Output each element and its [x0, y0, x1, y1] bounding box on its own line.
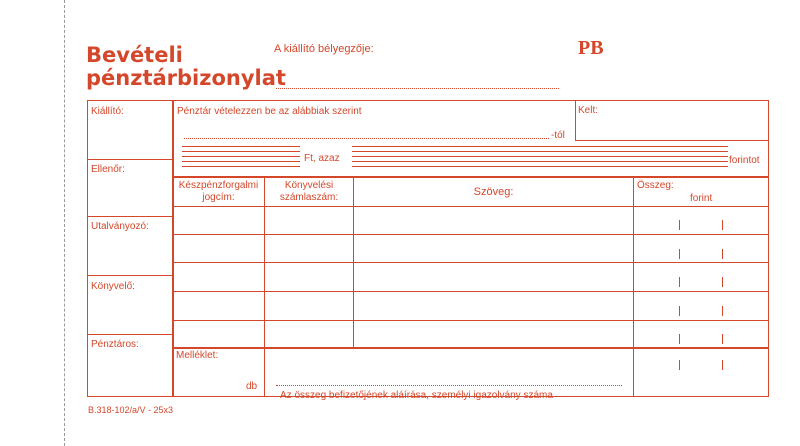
signature-caption: Az összeg befizetőjének aláírása, személyi igazolvány száma — [280, 390, 553, 401]
cashier-label: Pénztáros: — [91, 339, 139, 350]
words-line-1 — [352, 146, 728, 147]
stamp-dotted-line — [276, 88, 559, 89]
issuer-label: Kiállító: — [91, 106, 124, 117]
form-title-line1: Bevételi — [86, 43, 183, 67]
amount-line-3 — [182, 156, 300, 157]
amount-line-1 — [182, 146, 300, 147]
attachment-label: Melléklet: — [176, 350, 219, 361]
amount-line-4 — [182, 161, 300, 162]
table-header-bottom — [172, 206, 769, 207]
row-rule-5 — [172, 347, 769, 349]
amount-tick — [679, 306, 680, 316]
form-code: B.318-102/a/V - 25x3 — [88, 405, 174, 415]
form-title-line2: pénztárbizonylat — [86, 66, 286, 90]
words-line-5 — [352, 166, 728, 167]
amount-tick — [722, 249, 723, 259]
checker-label: Ellenőr: — [91, 164, 125, 175]
amount-line-5 — [182, 166, 300, 167]
words-line-4 — [352, 161, 728, 162]
amount-tick — [679, 220, 680, 230]
header-col3: Szöveg: — [473, 186, 514, 198]
signature-dotted-line — [276, 385, 622, 386]
table-top-border — [172, 176, 769, 178]
header-col4-top: Összeg: — [637, 180, 674, 191]
left-rule-4 — [87, 334, 173, 335]
date-box-bottom — [575, 140, 769, 141]
left-rule-1 — [87, 159, 173, 160]
from-suffix: -tól — [551, 130, 565, 141]
amount-tick — [722, 334, 723, 344]
col-divider-3 — [633, 176, 634, 397]
header-col2: Könyvelési számlaszám: — [279, 180, 339, 203]
words-line-3 — [352, 156, 728, 157]
forint-suffix: forintot — [729, 155, 760, 166]
perforation-line — [64, 0, 65, 446]
amount-label: Ft, azaz — [304, 153, 340, 164]
amount-line-2 — [182, 151, 300, 152]
col-divider-1 — [264, 176, 265, 397]
row-rule-1 — [172, 234, 769, 235]
payer-dotted-line — [184, 138, 549, 139]
header-col1: Készpénzforgalmi jogcím: — [178, 180, 259, 203]
row-rule-2 — [172, 262, 769, 263]
instruction-text: Pénztár vételezzen be az alábbiak szerint — [177, 106, 362, 117]
amount-tick — [679, 360, 680, 370]
amount-tick — [722, 277, 723, 287]
approver-label: Utalványozó: — [91, 221, 149, 232]
bookkeeper-label: Könyvelő: — [91, 281, 135, 292]
stamp-label: A kiállító bélyegzője: — [274, 43, 374, 55]
amount-tick — [722, 360, 723, 370]
row-rule-4 — [172, 320, 769, 321]
left-rule-2 — [87, 216, 173, 217]
amount-tick — [722, 220, 723, 230]
amount-tick — [679, 277, 680, 287]
row-rule-3 — [172, 291, 769, 292]
date-box-left — [575, 100, 576, 141]
words-line-2 — [352, 151, 728, 152]
amount-tick — [679, 334, 680, 344]
left-rule-3 — [87, 275, 173, 276]
left-column-divider — [172, 100, 174, 397]
amount-tick — [679, 249, 680, 259]
amount-tick — [722, 306, 723, 316]
stamp-value: PB — [578, 37, 604, 59]
header-col4-sub: forint — [690, 193, 713, 204]
attachment-unit: db — [246, 381, 258, 392]
date-label: Kelt: — [578, 105, 599, 116]
